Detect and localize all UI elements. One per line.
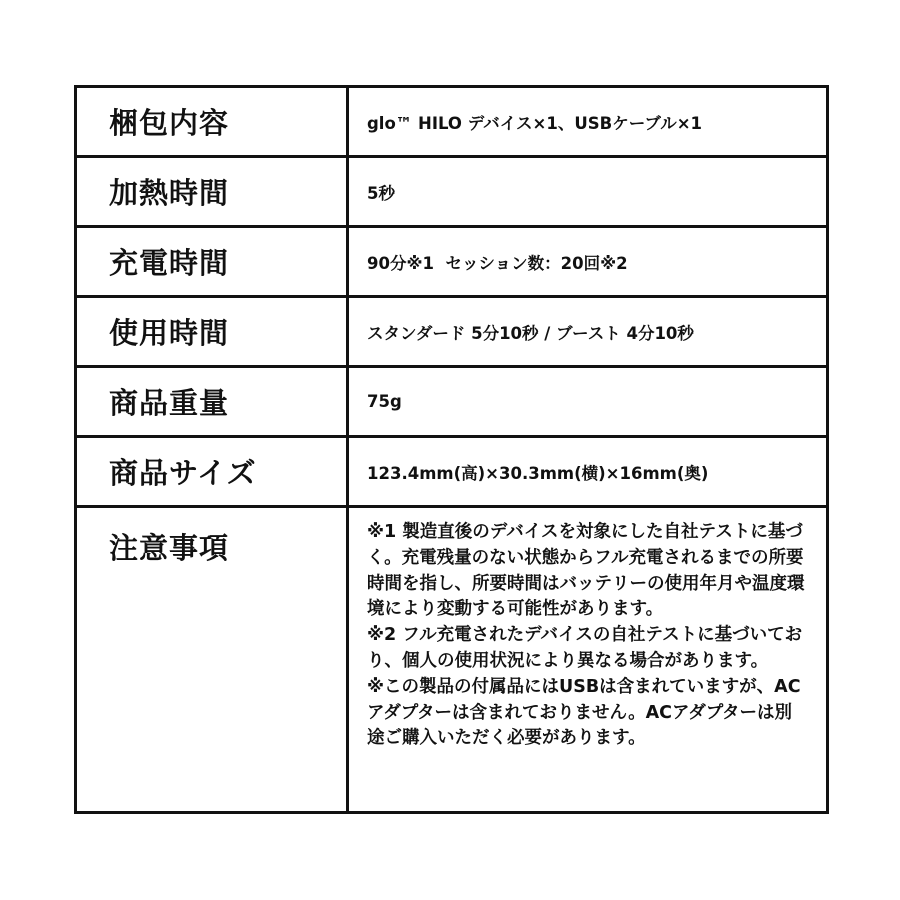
- spec-row-notes: [76, 507, 828, 813]
- spec-label: 使用時間: [76, 297, 348, 367]
- spec-row-usage-time: [76, 297, 828, 367]
- spec-value: スタンダード 5分10秒 / ブースト 4分10秒: [348, 297, 828, 367]
- spec-row-package-contents: [76, 87, 828, 157]
- spec-table: [74, 85, 829, 814]
- spec-row-product-size: [76, 437, 828, 507]
- spec-row-heating-time: [76, 157, 828, 227]
- spec-value: glo™ HILO デバイス×1、USBケーブル×1: [348, 87, 828, 157]
- spec-label: 梱包内容: [76, 87, 348, 157]
- note-paragraph: ※この製品の付属品にはUSBは含まれていますが、ACアダプターは含まれておりません。ACアダプターは別途ご購入いただく必要があります。: [367, 676, 801, 749]
- spec-label: 商品重量: [76, 367, 348, 437]
- spec-value: 123.4mm(高)×30.3mm(横)×16mm(奥): [348, 437, 828, 507]
- spec-value: 5秒: [348, 157, 828, 227]
- spec-value: 90分※1 セッション数：20回※2: [348, 227, 828, 297]
- note-paragraph: ※1 製造直後のデバイスを対象にした自社テストに基づく。充電残量のない状態からフル充電されるまでの所要時間を指し、所要時間はバッテリーの使用年月や温度環境により変動する可能性があります。: [367, 522, 805, 620]
- spec-row-charging-time: [76, 227, 828, 297]
- spec-label: 加熱時間: [76, 157, 348, 227]
- spec-value: 75g: [348, 367, 828, 437]
- notes-text: [348, 507, 828, 813]
- notes-label: 注意事項: [76, 507, 348, 813]
- spec-row-product-weight: [76, 367, 828, 437]
- spec-label: 商品サイズ: [76, 437, 348, 507]
- note-paragraph: ※2 フル充電されたデバイスの自社テストに基づいており、個人の使用状況により異なる場合があります。: [367, 625, 803, 671]
- spec-label: 充電時間: [76, 227, 348, 297]
